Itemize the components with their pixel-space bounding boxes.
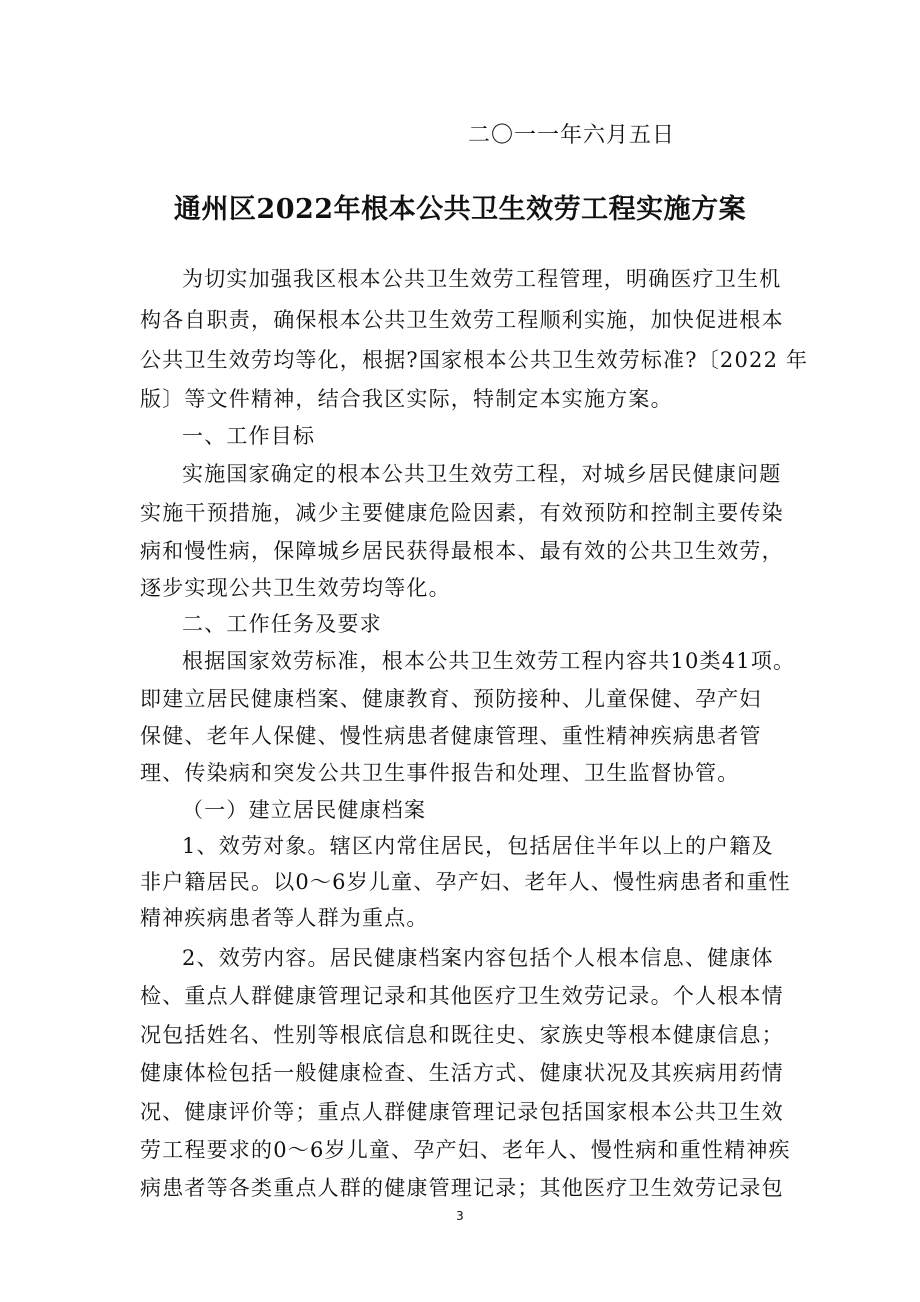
body-line: 版〕等文件精神，结合我区实际，特制定本实施方案。 [140, 387, 673, 411]
body-line: 构各自职责，确保根本公共卫生效劳工程顺利实施，加快促进根本 [140, 308, 784, 332]
document-date: 二〇一一年六月五日 [468, 123, 676, 148]
section-heading: 一、工作目标 [182, 424, 316, 448]
body-line: 根据国家效劳标准，根本公共卫生效劳工程内容共10类41项。 [182, 649, 796, 673]
body-line: 2、效劳内容。居民健康档案内容包括个人根本信息、健康体 [182, 946, 774, 970]
body-line: 为切实加强我区根本公共卫生效劳工程管理，明确医疗卫生机 [182, 267, 782, 291]
body-line: 理、传染病和突发公共卫生事件报告和处理、卫生监督协管。 [140, 761, 740, 785]
body-line: 精神疾病患者等人群为重点。 [140, 906, 429, 930]
body-line: 非户籍居民。以0～6岁儿童、孕产妇、老年人、慢性病患者和重性 [140, 870, 791, 894]
body-line: 即建立居民健康档案、健康教育、预防接种、儿童保健、孕产妇 [140, 687, 762, 711]
page-number: 3 [456, 1209, 464, 1223]
body-line: 公共卫生效劳均等化，根据?国家根本公共卫生效劳标准?〔2022 年 [140, 348, 809, 372]
body-line: 况包括姓名、性别等根底信息和既往史、家族史等根本健康信息； [140, 1023, 784, 1047]
body-line: 保健、老年人保健、慢性病患者健康管理、重性精神疾病患者管 [140, 724, 762, 748]
section-heading: 二、工作任务及要求 [182, 612, 382, 636]
body-line: 检、重点人群健康管理记录和其他医疗卫生效劳记录。个人根本情 [140, 984, 784, 1008]
body-line: 病和慢性病，保障城乡居民获得最根本、最有效的公共卫生效劳， [140, 539, 784, 563]
body-line: 1、效劳对象。辖区内常住居民，包括居住半年以上的户籍及 [182, 834, 774, 858]
body-line: 况、健康评价等；重点人群健康管理记录包括国家根本公共卫生效 [140, 1100, 784, 1124]
body-line: 健康体检包括一般健康检查、生活方式、健康状况及其疾病用药情 [140, 1061, 784, 1085]
subsection-heading: （一）建立居民健康档案 [182, 798, 427, 822]
body-line: 实施国家确定的根本公共卫生效劳工程，对城乡居民健康问题 [182, 462, 782, 486]
body-line: 病患者等各类重点人群的健康管理记录；其他医疗卫生效劳记录包 [140, 1176, 784, 1200]
body-line: 劳工程要求的0～6岁儿童、孕产妇、老年人、慢性病和重性精神疾 [140, 1138, 791, 1162]
body-line: 实施干预措施，减少主要健康危险因素，有效预防和控制主要传染 [140, 501, 784, 525]
body-line: 逐步实现公共卫生效劳均等化。 [140, 576, 451, 600]
document-title: 通州区2022年根本公共卫生效劳工程实施方案 [173, 194, 747, 225]
